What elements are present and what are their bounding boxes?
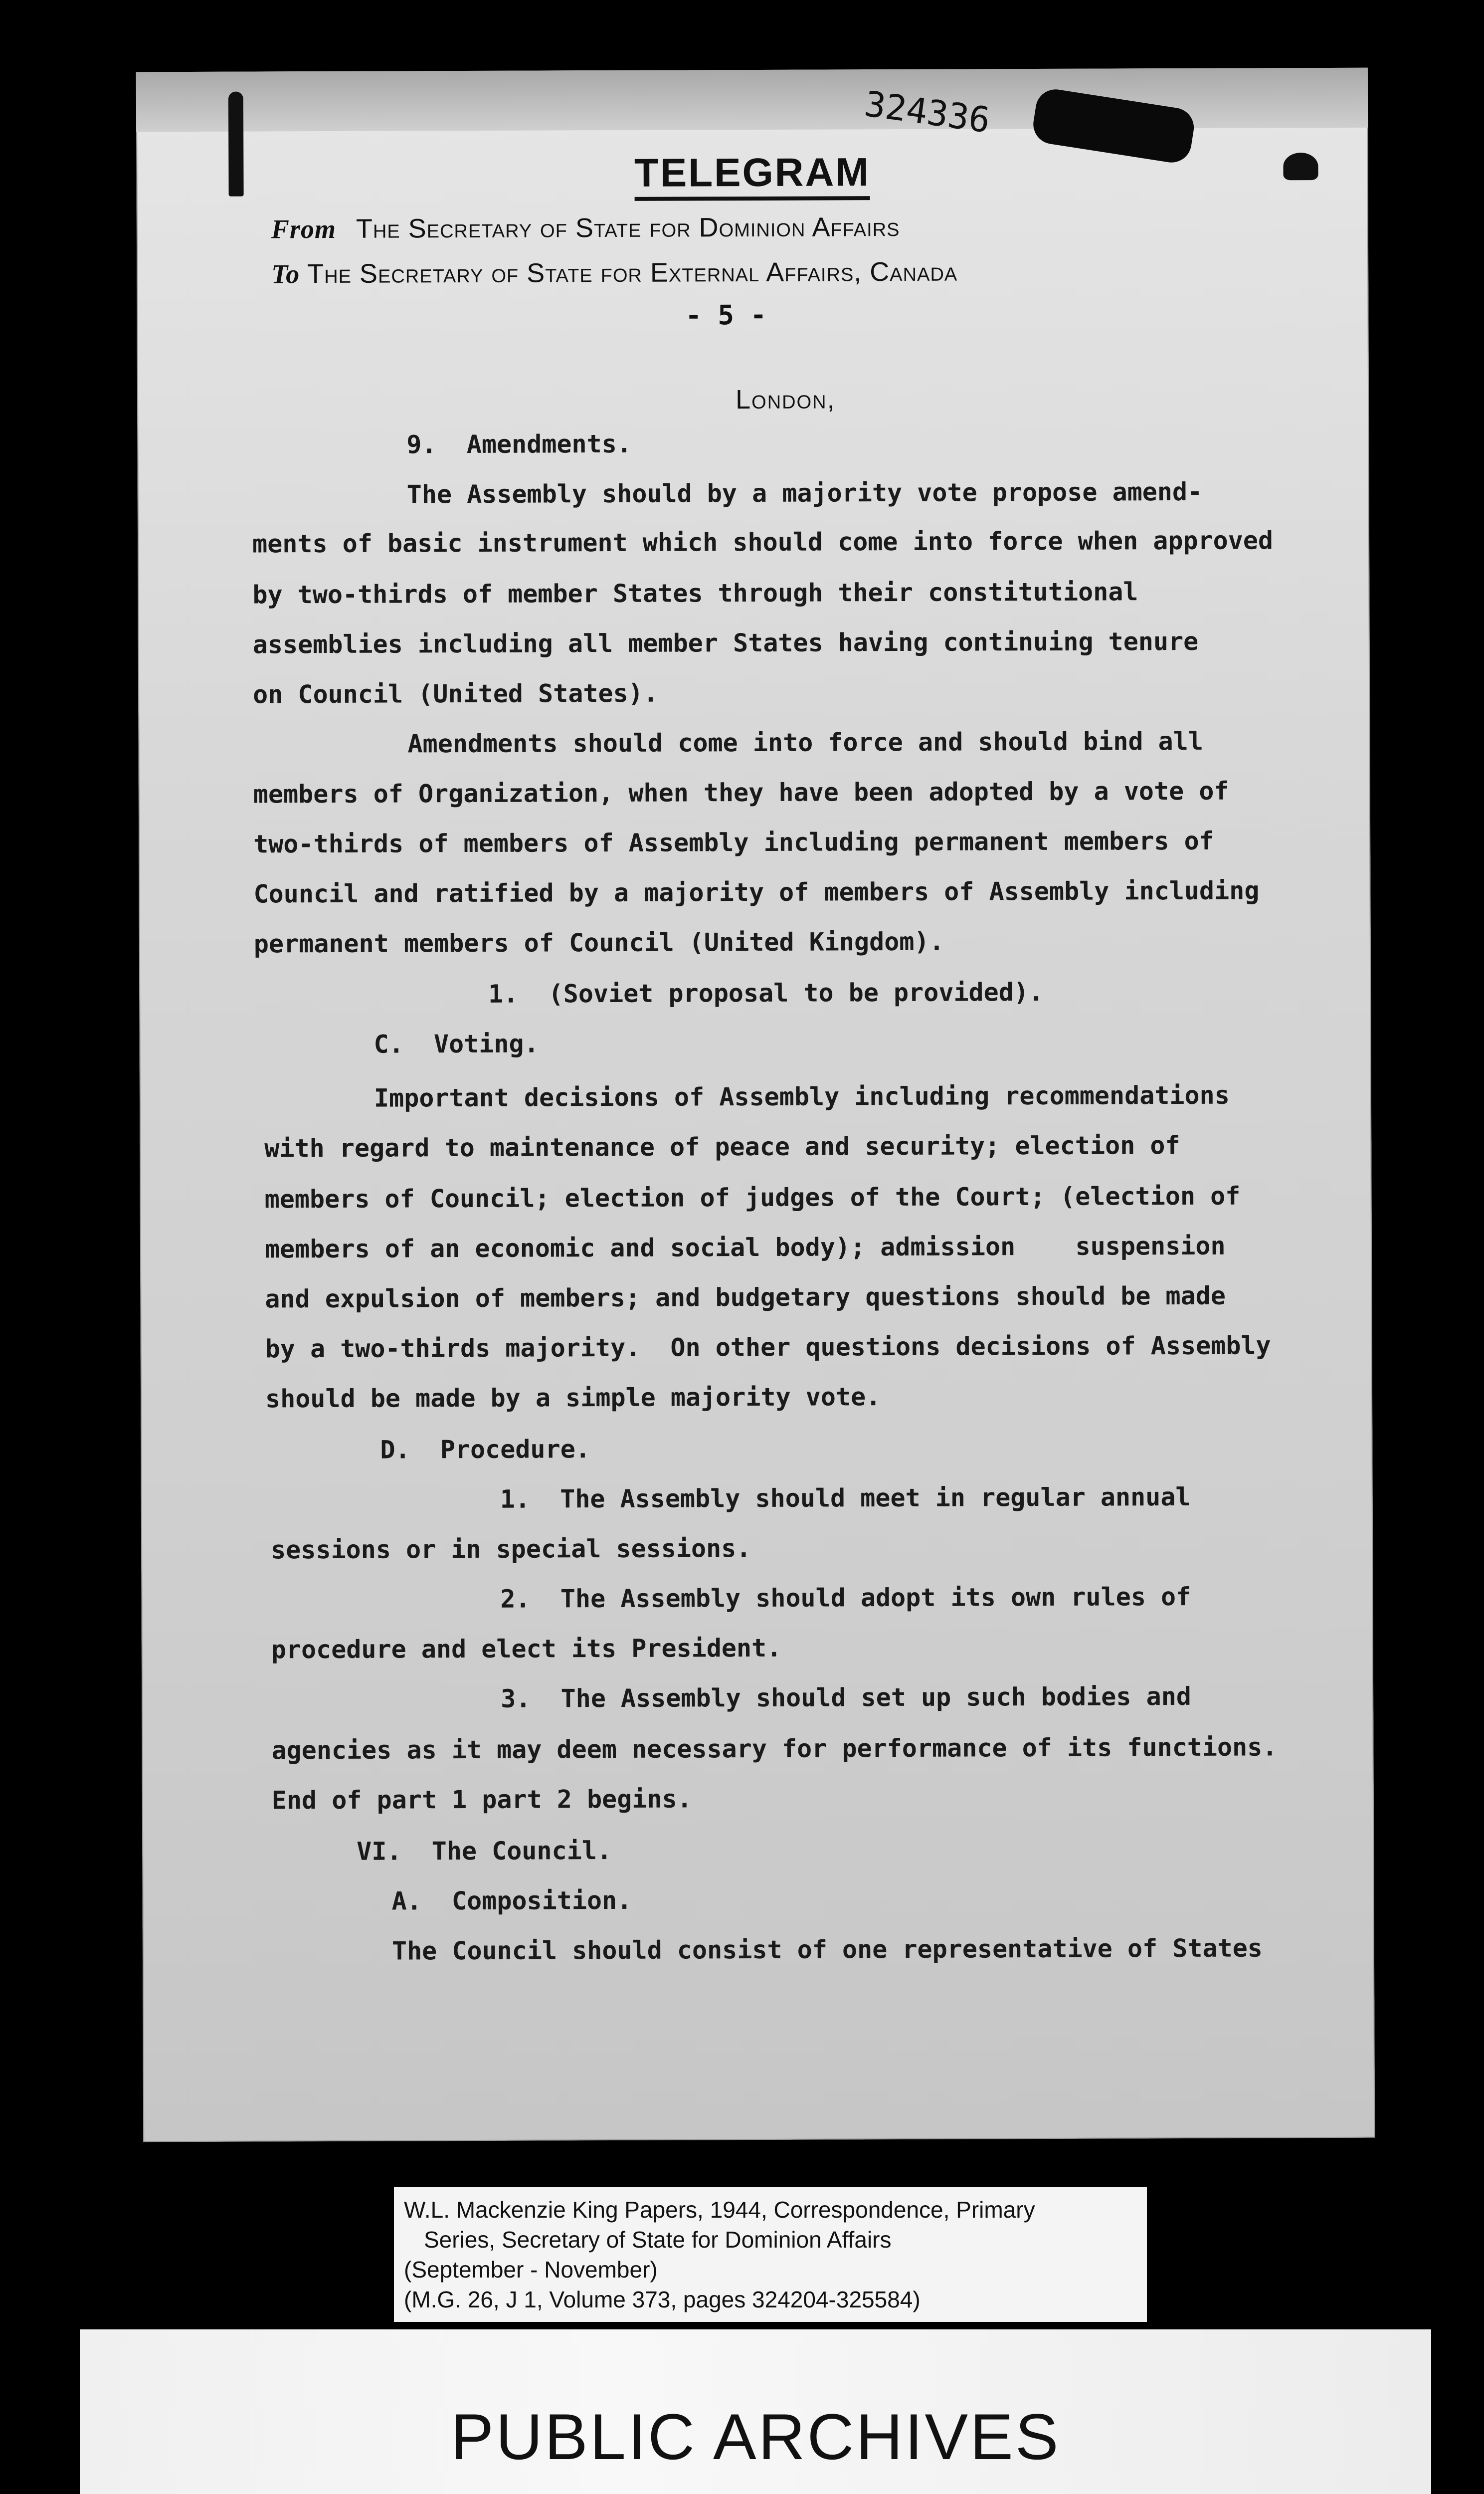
document-number: 324336 [862,83,993,141]
archives-line-english: PUBLIC ARCHIVES [450,2400,1061,2473]
citation-line: (September - November) [404,2257,658,2283]
citation-line: (M.G. 26, J 1, Volume 373, pages 324204-325584) [404,2286,921,2312]
text-line: and expulsion of members; and budgetary questions should be made [265,1281,1226,1314]
text-line: sessions or in special sessions. [271,1534,751,1565]
text-line: permanent members of Council (United Kingdom). [253,927,944,959]
text-line: ments of basic instrument which should come into force when approved [252,526,1274,559]
to-value: The Secretary of State for External Affairs, Canada [307,256,958,289]
citation-card [394,2187,1147,2322]
text-line: Amendments should come into force and should bind all [407,726,1203,759]
to-label: To [271,259,300,289]
text-line: 2. The Assembly should adopt its own rules of [500,1582,1191,1614]
text-line: 9. Amendments. [406,429,632,459]
text-line: procedure and elect its President. [271,1633,782,1664]
from-value: The Secretary of State for Dominion Affairs [356,211,900,244]
text-line: members of an economic and social body); admission suspension [264,1231,1226,1264]
telegram-title: TELEGRAM [634,150,870,201]
text-line: End of part 1 part 2 begins. [271,1784,692,1815]
from-label: From [271,213,337,244]
citation-line: W.L. Mackenzie King Papers, 1944, Correspondence, Primary [404,2197,1035,2223]
city-line: London, [735,384,836,415]
telegram-page [136,68,1375,2142]
text-line: VI. The Council. [357,1836,612,1866]
telegram-body [136,68,1375,2142]
text-line: The Council should consist of one representative of States [391,1933,1263,1966]
text-line: 1. (Soviet proposal to be provided). [488,977,1044,1009]
archives-card [80,2329,1431,2494]
text-line: members of Organization, when they have been adopted by a vote of [253,776,1229,809]
text-line: Important decisions of Assembly including recommendations [373,1080,1230,1113]
text-line: 3. The Assembly should set up such bodies and [501,1681,1191,1713]
text-line: by two-thirds of member States through their constitutional [252,577,1138,610]
page-marker: - 5 - [685,299,767,331]
text-line: D. Procedure. [380,1435,590,1464]
text-line: agencies as it may deem necessary for performance of its functions. [271,1732,1278,1765]
text-line: A. Composition. [391,1885,632,1916]
text-line: on Council (United States). [253,678,659,709]
text-line: C. Voting. [373,1029,539,1059]
text-line: by a two-thirds majority. On other questions decisions of Assembly [265,1331,1271,1364]
text-line: members of Council; election of judges of the Court; (election of [264,1181,1241,1214]
text-line: 1. The Assembly should meet in regular annual [500,1482,1191,1514]
citation-line: Series, Secretary of State for Dominion Affairs [424,2227,892,2253]
text-line: two-thirds of members of Assembly including permanent members of [253,826,1214,859]
text-line: should be made by a simple majority vote. [265,1382,881,1414]
text-line: Council and ratified by a majority of members of Assembly including [253,876,1260,909]
text-line: with regard to maintenance of peace and security; election of [264,1131,1180,1163]
text-line: The Assembly should by a majority vote propose amend- [406,477,1203,509]
text-line: assemblies including all member States having continuing tenure [252,626,1199,659]
